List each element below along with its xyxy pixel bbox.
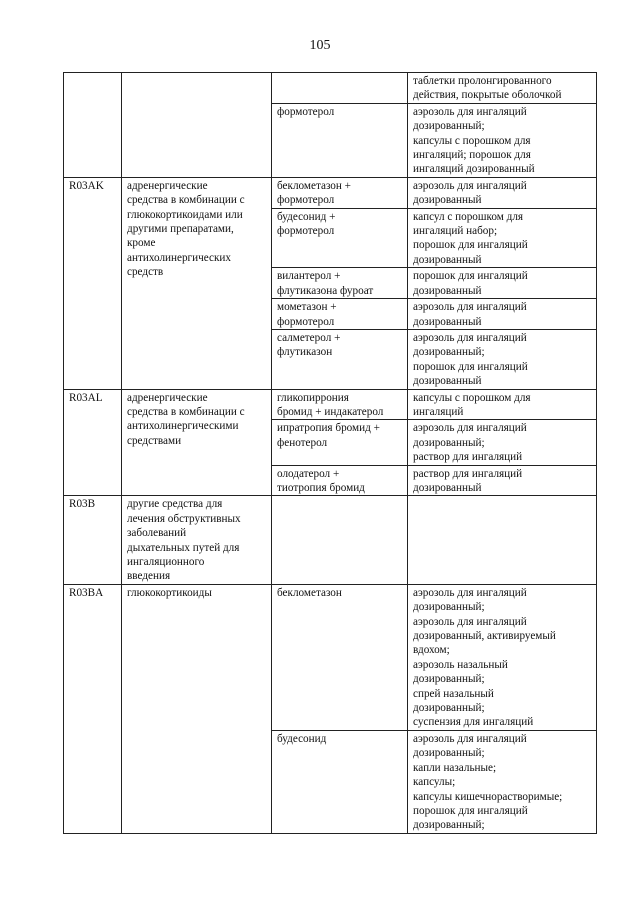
dosage-form-line: раствор для ингаляций [413, 467, 523, 480]
dosage-form-cell [408, 177, 597, 208]
dosage-form-line: дозированный; [413, 747, 485, 760]
drug-name-line: будесонид + [277, 210, 336, 223]
drug-name-cell [272, 730, 408, 833]
table-row [64, 496, 597, 584]
dosage-form-line: суспензия для ингаляций [413, 716, 534, 729]
page-number: 105 [309, 38, 331, 53]
dosage-form-line: капсулы с порошком для [413, 391, 531, 404]
dosage-form-line: ингаляций; порошок для [413, 149, 531, 162]
drug-name-line: мометазон + [277, 301, 337, 314]
group-text-line: средств [127, 266, 164, 279]
dosage-form-cell [408, 73, 597, 104]
group-text-line: антихолинергическими [127, 420, 239, 433]
drug-name-line: беклометазон [277, 586, 342, 599]
dosage-form-line: аэрозоль назальный [413, 658, 508, 671]
dosage-form-cell [408, 584, 597, 730]
dosage-form-line: дозированный [413, 284, 482, 297]
drug-name-cell [272, 103, 408, 177]
dosage-form-line: ингаляций набор; [413, 225, 498, 238]
dosage-form-line: аэрозоль для ингаляций [413, 422, 527, 435]
drug-name-line: формотерол [277, 194, 335, 207]
group-text-line: кроме [127, 237, 156, 250]
dosage-form-line: аэрозоль для ингаляций [413, 586, 527, 599]
drug-name-line: бромид + индакатерол [277, 405, 384, 418]
group-text-line: глюкокортикоиды [127, 586, 212, 599]
dosage-form-line: дозированный; [413, 120, 485, 133]
group-text-line: адренергические [127, 391, 208, 404]
drug-name-line: беклометазон + [277, 179, 351, 192]
dosage-form-line: дозированный; [413, 436, 485, 449]
dosage-form-line: дозированный [413, 375, 482, 388]
drug-name-cell [272, 496, 408, 584]
group-text-line: средствами [127, 434, 182, 447]
dosage-form-line: порошок для ингаляций [413, 360, 528, 373]
dosage-form-cell [408, 420, 597, 465]
drug-name-line: вилантерол + [277, 270, 341, 283]
dosage-form-line: порошок для ингаляций [413, 804, 528, 817]
atc-code-cell [64, 73, 122, 178]
group-text-line: средства в комбинации с [127, 405, 245, 418]
drug-name-line: флутиказон [277, 346, 333, 359]
atc-code-cell: R03AL [64, 389, 122, 496]
dosage-form-line: порошок для ингаляций [413, 239, 528, 252]
dosage-form-line: капсул с порошком для [413, 210, 524, 223]
dosage-form-cell [408, 389, 597, 420]
drug-name-line: тиотропия бромид [277, 481, 365, 494]
dosage-form-line: дозированный; [413, 702, 485, 715]
dosage-form-line: дозированный; [413, 601, 485, 614]
drug-name-line: гликопиррония [277, 391, 349, 404]
dosage-form-line: дозированный [413, 481, 482, 494]
table-row [64, 177, 597, 208]
drug-name-cell [272, 177, 408, 208]
dosage-form-line: спрей назальный [413, 687, 494, 700]
dosage-form-line: вдохом; [413, 644, 450, 657]
group-text-line: заболеваний [127, 527, 187, 540]
dosage-form-line: ингаляций [413, 405, 464, 418]
dosage-form-line: порошок для ингаляций [413, 270, 528, 283]
drug-table [63, 72, 597, 834]
group-text-line: антихолинергических [127, 251, 231, 264]
dosage-form-line: раствор для ингаляций [413, 451, 523, 464]
dosage-form-line: ингаляций дозированный [413, 163, 535, 176]
drug-table-body [64, 73, 597, 834]
group-text-line: дыхательных путей для [127, 541, 240, 554]
drug-name-cell [272, 329, 408, 389]
pharmacological-group-cell [122, 389, 272, 496]
dosage-form-line: действия, покрытые оболочкой [413, 89, 562, 102]
drug-name-line: формотерол [277, 105, 335, 118]
drug-name-line: будесонид [277, 732, 327, 745]
drug-name-cell [272, 465, 408, 496]
table-row [64, 584, 597, 730]
drug-name-line: флутиказона фуроат [277, 284, 374, 297]
pharmacological-group-cell [122, 584, 272, 833]
dosage-form-line: аэрозоль для ингаляций [413, 301, 527, 314]
dosage-form-cell [408, 329, 597, 389]
pharmacological-group-cell [122, 73, 272, 178]
group-text-line: введения [127, 570, 171, 583]
drug-name-line: салметерол + [277, 331, 341, 344]
group-text-line: адренергические [127, 179, 208, 192]
table-row [64, 389, 597, 420]
pharmacological-group-cell [122, 496, 272, 584]
drug-name-cell [272, 420, 408, 465]
dosage-form-line: дозированный; [413, 673, 485, 686]
dosage-form-line: дозированный, активируемый [413, 630, 556, 643]
dosage-form-line: капсулы с порошком для [413, 134, 531, 147]
dosage-form-cell [408, 465, 597, 496]
drug-name-cell [272, 584, 408, 730]
dosage-form-line: дозированный [413, 194, 482, 207]
dosage-form-line: аэрозоль для ингаляций [413, 732, 527, 745]
dosage-form-cell [408, 268, 597, 299]
group-text-line: средства в комбинации с [127, 194, 245, 207]
dosage-form-cell [408, 103, 597, 177]
dosage-form-line: аэрозоль для ингаляций [413, 331, 527, 344]
dosage-form-line: капсулы кишечнорастворимые; [413, 790, 563, 803]
drug-name-line: формотерол [277, 315, 335, 328]
pharmacological-group-cell [122, 177, 272, 389]
atc-code-cell: R03B [64, 496, 122, 584]
drug-name-cell [272, 208, 408, 268]
dosage-form-line: таблетки пролонгированного [413, 75, 552, 87]
drug-name-cell [272, 299, 408, 330]
drug-name-line: олодатерол + [277, 467, 340, 480]
dosage-form-cell [408, 299, 597, 330]
dosage-form-line: дозированный; [413, 346, 485, 359]
dosage-form-line: дозированный; [413, 819, 485, 832]
dosage-form-line: дозированный [413, 253, 482, 266]
drug-name-line: формотерол [277, 225, 335, 238]
group-text-line: другими препаратами, [127, 223, 234, 236]
group-text-line: глюкокортикоидами или [127, 208, 243, 221]
atc-code-cell: R03AK [64, 177, 122, 389]
drug-name-line: фенотерол [277, 436, 328, 449]
table-row [64, 73, 597, 104]
dosage-form-line: аэрозоль для ингаляций [413, 179, 527, 192]
dosage-form-line: капсулы; [413, 776, 456, 789]
dosage-form-cell [408, 730, 597, 833]
drug-name-line: ипратропия бромид + [277, 422, 380, 435]
dosage-form-line: дозированный [413, 315, 482, 328]
group-text-line: ингаляционного [127, 556, 205, 568]
drug-name-cell [272, 73, 408, 104]
atc-code-cell: R03BA [64, 584, 122, 833]
drug-name-cell [272, 389, 408, 420]
dosage-form-cell [408, 208, 597, 268]
dosage-form-line: аэрозоль для ингаляций [413, 105, 527, 118]
dosage-form-line: капли назальные; [413, 761, 497, 774]
drug-name-cell [272, 268, 408, 299]
group-text-line: лечения обструктивных [127, 512, 241, 525]
dosage-form-cell [408, 496, 597, 584]
group-text-line: другие средства для [127, 498, 223, 511]
dosage-form-line: аэрозоль для ингаляций [413, 615, 527, 628]
